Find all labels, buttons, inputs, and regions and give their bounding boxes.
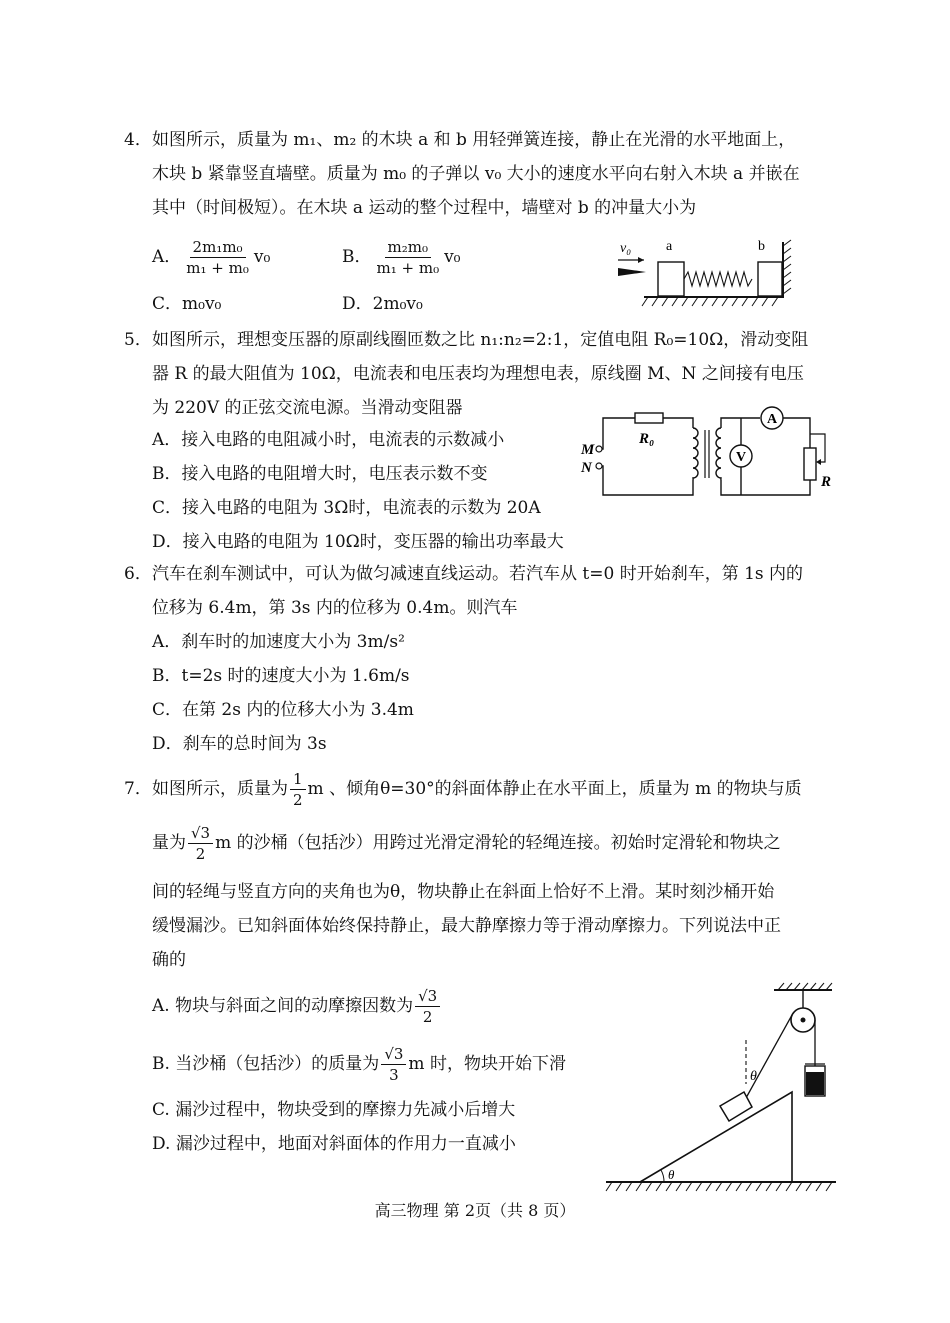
q7-line-5: 确的 (152, 950, 186, 970)
q7-line-4: 缓慢漏沙。已知斜面体始终保持静止，最大静摩擦力等于滑动摩擦力。下列说法中正 (152, 916, 781, 936)
block-a-label: a (666, 239, 673, 254)
q7-incline-pulley-figure (600, 980, 840, 1198)
resistor-r0-label: R₀ (639, 431, 655, 447)
q6-line-2: 位移为 6.4m，第 3s 内的位移为 0.4m。则汽车 (152, 598, 518, 618)
q4-option-a: A． $\frac{\text{2m₁m₀}}{\text{m₁ + m₀}}$ v₀ (152, 238, 271, 277)
q7-option-d: D. 漏沙过程中，地面对斜面体的作用力一直减小 (152, 1134, 516, 1154)
q6-option-a: A．刹车时的加速度大小为 3m/s² (152, 632, 405, 652)
q5-line-1: 5．如图所示，理想变压器的原副线圈匝数之比 n₁:n₂=2:1，定值电阻 R₀=10Ω，滑动变阻 (124, 330, 809, 350)
terminal-n (596, 463, 602, 469)
q4-line-3: 其中（时间极短）。在木块 a 运动的整个过程中，墙壁对 b 的冲量大小为 (152, 198, 697, 218)
q5-transformer-circuit-figure (575, 404, 840, 500)
q5-line-2: 器 R 的最大阻值为 10Ω，电流表和电压表均为理想电表，原线圈 M、N 之间接有电压 (152, 364, 804, 384)
resistor-r0 (635, 413, 663, 423)
q5-option-b: B．接入电路的电阻增大时，电压表示数不变 (152, 464, 488, 484)
q5-line-3: 为 220V 的正弦交流电源。当滑动变阻器 (152, 398, 463, 418)
block-a (658, 262, 684, 296)
velocity-arrowhead (638, 257, 644, 263)
incline-angle-label: θ (668, 1167, 675, 1182)
primary-coil (693, 428, 698, 480)
q5-option-d: D．接入电路的电阻为 10Ω时，变压器的输出功率最大 (152, 532, 564, 552)
incline-body (640, 1092, 792, 1182)
rheostat-label: R (821, 474, 832, 490)
page-footer: 高三物理 第 2页（共 8 页） (374, 1201, 576, 1220)
rope-angle-label: θ (750, 1069, 757, 1084)
q4-option-c: C．m₀v₀ (152, 294, 222, 314)
q6-line-1: 6．汽车在刹车测试中，可认为做匀减速直线运动。若汽车从 t=0 时开始刹车，第 1s 内的 (124, 564, 804, 584)
terminal-m-label: M (581, 442, 595, 458)
q7-option-b-fraction: $\frac{√3}{3}$ (381, 1044, 406, 1085)
rheostat-r (804, 448, 816, 480)
ceiling-hatching (778, 983, 832, 990)
q7-option-c: C. 漏沙过程中，物块受到的摩擦力先减小后增大 (152, 1100, 516, 1120)
rope-to-block (746, 1015, 792, 1098)
q7-half-fraction: $\frac{1}{2}$ (290, 769, 306, 810)
q7-option-b: B. 当沙桶（包括沙）的质量为 $\frac{√3}{3}$ m 时，物块开始下滑 (152, 1045, 566, 1084)
pulley-axle (801, 1018, 806, 1023)
q4-option-d: D．2m₀v₀ (342, 294, 423, 314)
q4-line-2: 木块 b 紧靠竖直墙壁。质量为 m₀ 的子弹以 v₀ 大小的速度水平向右射入木块 a 并嵌在 (152, 164, 800, 184)
terminal-n-label: N (581, 460, 592, 476)
wall-hatching (783, 240, 791, 294)
terminal-m (596, 446, 602, 452)
spring (684, 272, 752, 286)
q7-option-a: A. 物块与斜面之间的动摩擦因数为 $\frac{√3}{2}$ (152, 984, 442, 1028)
q6-option-c: C．在第 2s 内的位移大小为 3.4m (152, 700, 414, 720)
q7-option-a-fraction: $\frac{√3}{2}$ (415, 986, 440, 1027)
velocity-label: v₀ (620, 241, 632, 256)
q5-option-a: A．接入电路的电阻减小时，电流表的示数减小 (152, 430, 505, 450)
block-b (758, 262, 782, 296)
q7-line-3: 间的轻绳与竖直方向的夹角也为θ，物块静止在斜面上恰好不上滑。某时刻沙桶开始 (152, 882, 775, 902)
q4-spring-block-figure (608, 236, 808, 316)
block-b-label: b (758, 239, 765, 254)
ammeter-label: A (767, 412, 778, 427)
sand (806, 1072, 824, 1095)
secondary-coil (716, 428, 721, 480)
q6-option-d: D．刹车的总时间为 3s (152, 734, 327, 754)
q7-line-1: 7．如图所示，质量为 $\frac{1}{2}$ m 、倾角θ=30°的斜面体静止在水平面上，质量为 m 的物块与质 (124, 770, 802, 809)
q5-option-c: C．接入电路的电阻为 3Ω时，电流表的示数为 20A (152, 498, 541, 518)
voltmeter-label: V (736, 450, 747, 465)
q4-line-1: 4．如图所示，质量为 m₁、m₂ 的木块 a 和 b 用轻弹簧连接，静止在光滑的水平地面上， (124, 130, 796, 150)
bullet-shape (618, 268, 646, 276)
q4-number: 4． (124, 130, 152, 150)
q4-option-a-fraction: $\frac{\text{2m₁m₀}}{\text{m₁ + m₀}}$ (186, 238, 249, 277)
q7-line-2: 量为 $\frac{√3}{2}$ m 的沙桶（包括沙）用跨过光滑定滑轮的轻绳连接。初始时定滑轮和物块之 (152, 824, 781, 863)
q7-sqrt3-over-2-fraction: $\frac{√3}{2}$ (188, 823, 213, 864)
q6-option-b: B．t=2s 时的速度大小为 1.6m/s (152, 666, 410, 686)
q4-option-b-fraction: $\frac{\text{m₂m₀}}{\text{m₁ + m₀}}$ (376, 238, 440, 277)
ground-hatching (642, 297, 778, 306)
floor-hatching (606, 1182, 832, 1191)
q4-option-b: B． $\frac{\text{m₂m₀}}{\text{m₁ + m₀}}$ v₀ (342, 238, 461, 277)
